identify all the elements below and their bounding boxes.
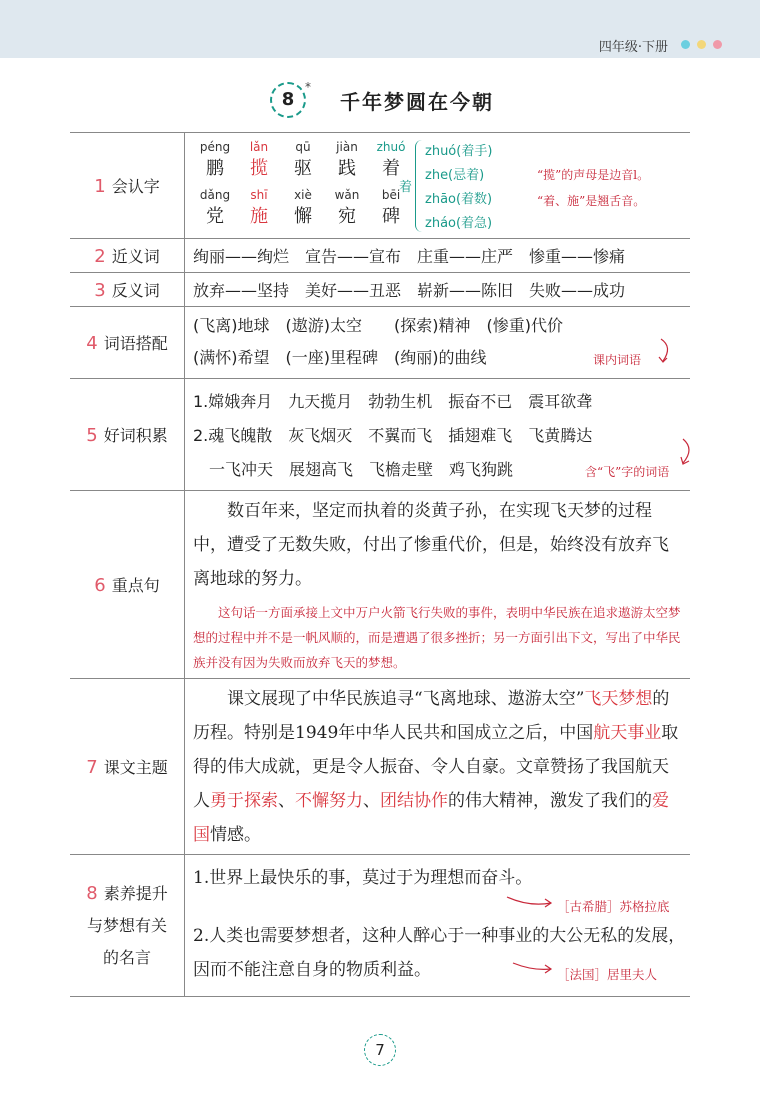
char-with-pinyin: [237, 140, 281, 180]
character: 着: [382, 157, 400, 179]
words-line: 2.魂飞魄散 灰飞烟灭 不翼而飞 插翅难飞 飞黄腾达: [193, 425, 593, 445]
theme-paragraph: 课文展现了中华民族追寻“飞离地球、遨游太空”飞天梦想的历程。特别是1949年中华人民共和国成立之后，中国航天事业取得的伟大成就，更是令人振奋、令人自豪。文章赞扬了我国航天人勇于探索、不懈努力、团结协作的伟大精神，激发了我们的爱国情感。: [193, 688, 679, 845]
antonyms: 放弃——坚持 美好——丑恶 崭新——陈旧 失败——成功: [185, 273, 691, 307]
pinyin: wǎn: [334, 187, 360, 202]
character: 宛: [338, 205, 356, 227]
arrow-icon: [657, 337, 677, 365]
poly-reading: zhe(忌着): [425, 167, 485, 183]
char-with-pinyin: [325, 188, 369, 228]
character: 践: [338, 157, 356, 179]
table-row: [70, 239, 690, 273]
row-label: 8 素养提升 与梦想有关的名言: [70, 855, 185, 997]
key-sentence: 数百年来，坚定而执着的炎黄子孙，在实现飞天梦的过程中，遭受了无数失败，付出了惨重代价，但是，始终没有放弃飞离地球的努力。: [193, 501, 669, 589]
char-note: “着、施”是翘舌音。: [537, 193, 646, 208]
pinyin: zhuó: [376, 139, 406, 154]
poly-reading: zhāo(着数): [425, 191, 493, 207]
quote-source: ［古希腊］苏格拉底: [557, 898, 670, 914]
decor-dot-blue: [681, 40, 690, 49]
character: 鹏: [206, 157, 224, 179]
character: 懈: [294, 205, 312, 227]
key-sentence-note: 这句话一方面承接上文中万户火箭飞行失败的事件，表明中华民族在追求遨游太空梦想的过程中并不是一帆风顺的，而是遭遇了很多挫折；另一方面引出下文，写出了中华民族并没有因为失败而放弃飞天的梦想。: [193, 605, 681, 670]
row-label: 4 词语搭配: [70, 307, 185, 379]
table-row: [70, 855, 690, 997]
char-with-pinyin: [237, 188, 281, 228]
pinyin: qū: [295, 139, 311, 154]
table-row: [70, 379, 690, 491]
row-label: 7 课文主题: [70, 679, 185, 855]
character: 揽: [250, 157, 268, 179]
pinyin: péng: [199, 139, 231, 154]
grade-label: 四年级·下册: [598, 40, 668, 55]
lesson-star: *: [305, 80, 311, 94]
page-number: 7: [364, 1034, 396, 1066]
collocation-note: 课内词语: [593, 352, 642, 367]
words-line: 一飞冲天 展翅高飞 飞檐走壁 鸡飞狗跳: [209, 459, 514, 479]
pinyin: xiè: [294, 187, 312, 202]
collocation-line: (飞离)地球 (遨游)太空 (探索)精神 (惨重)代价: [193, 315, 563, 335]
summary-table: [70, 132, 690, 997]
char-note: “揽”的声母是边音l。: [537, 167, 650, 182]
row-label: 2 近义词: [70, 239, 185, 273]
words-line: 1.嫦娥奔月 九天揽月 勃勃生机 振奋不已 震耳欲聋: [193, 391, 593, 411]
row-label: 3 反义词: [70, 273, 185, 307]
decor-dot-pink: [713, 40, 722, 49]
synonyms: 绚丽——绚烂 宣告——宣布 庄重——庄严 惨重——惨痛: [185, 239, 691, 273]
brace: [415, 140, 422, 232]
quote: 2.人类也需要梦想者，这种人醉心于一种事业的大公无私的发展，因而不能注意自身的物质利益。: [193, 925, 686, 980]
char-with-pinyin: [193, 188, 237, 228]
poly-char: 着: [399, 179, 413, 195]
quote: 1.世界上最快乐的事，莫过于为理想而奋斗。: [193, 867, 533, 888]
decor-dot-yellow: [697, 40, 706, 49]
table-row: [70, 307, 690, 379]
character: 驱: [294, 157, 312, 179]
poly-reading: zhuó(着手): [425, 143, 493, 159]
pinyin: bēi: [381, 187, 401, 202]
char-with-pinyin: [325, 140, 369, 180]
row-label: 6 重点句: [70, 491, 185, 679]
pinyin: lǎn: [249, 139, 269, 154]
arrow-icon: [511, 961, 555, 975]
char-with-pinyin: [281, 140, 325, 180]
pinyin: shī: [250, 187, 268, 202]
row-label: 1 会认字: [70, 133, 185, 239]
char-with-pinyin: [281, 188, 325, 228]
character: 党: [206, 205, 224, 227]
row-label: 5 好词积累: [70, 379, 185, 491]
chars-cell: [185, 133, 691, 239]
char-with-pinyin: [193, 140, 237, 180]
arrow-icon: [505, 895, 555, 909]
words-note: 含“飞”字的词语: [585, 464, 670, 479]
collocation-line: (满怀)希望 (一座)里程碑 (绚丽)的曲线: [193, 347, 487, 367]
poly-reading: zháo(着急): [425, 215, 493, 231]
arrow-icon: [679, 437, 701, 469]
char-with-pinyin: [369, 140, 413, 180]
quote-source: ［法国］居里夫人: [557, 966, 658, 982]
pinyin: dǎng: [199, 187, 231, 202]
table-row: [70, 273, 690, 307]
table-row: [70, 133, 690, 239]
character: 施: [250, 205, 268, 227]
table-row: [70, 679, 690, 855]
character: 碑: [382, 205, 400, 227]
lesson-number: 8: [270, 82, 306, 118]
table-row: [70, 491, 690, 679]
pinyin: jiàn: [336, 139, 358, 154]
lesson-title: 千年梦圆在今朝: [340, 90, 494, 114]
